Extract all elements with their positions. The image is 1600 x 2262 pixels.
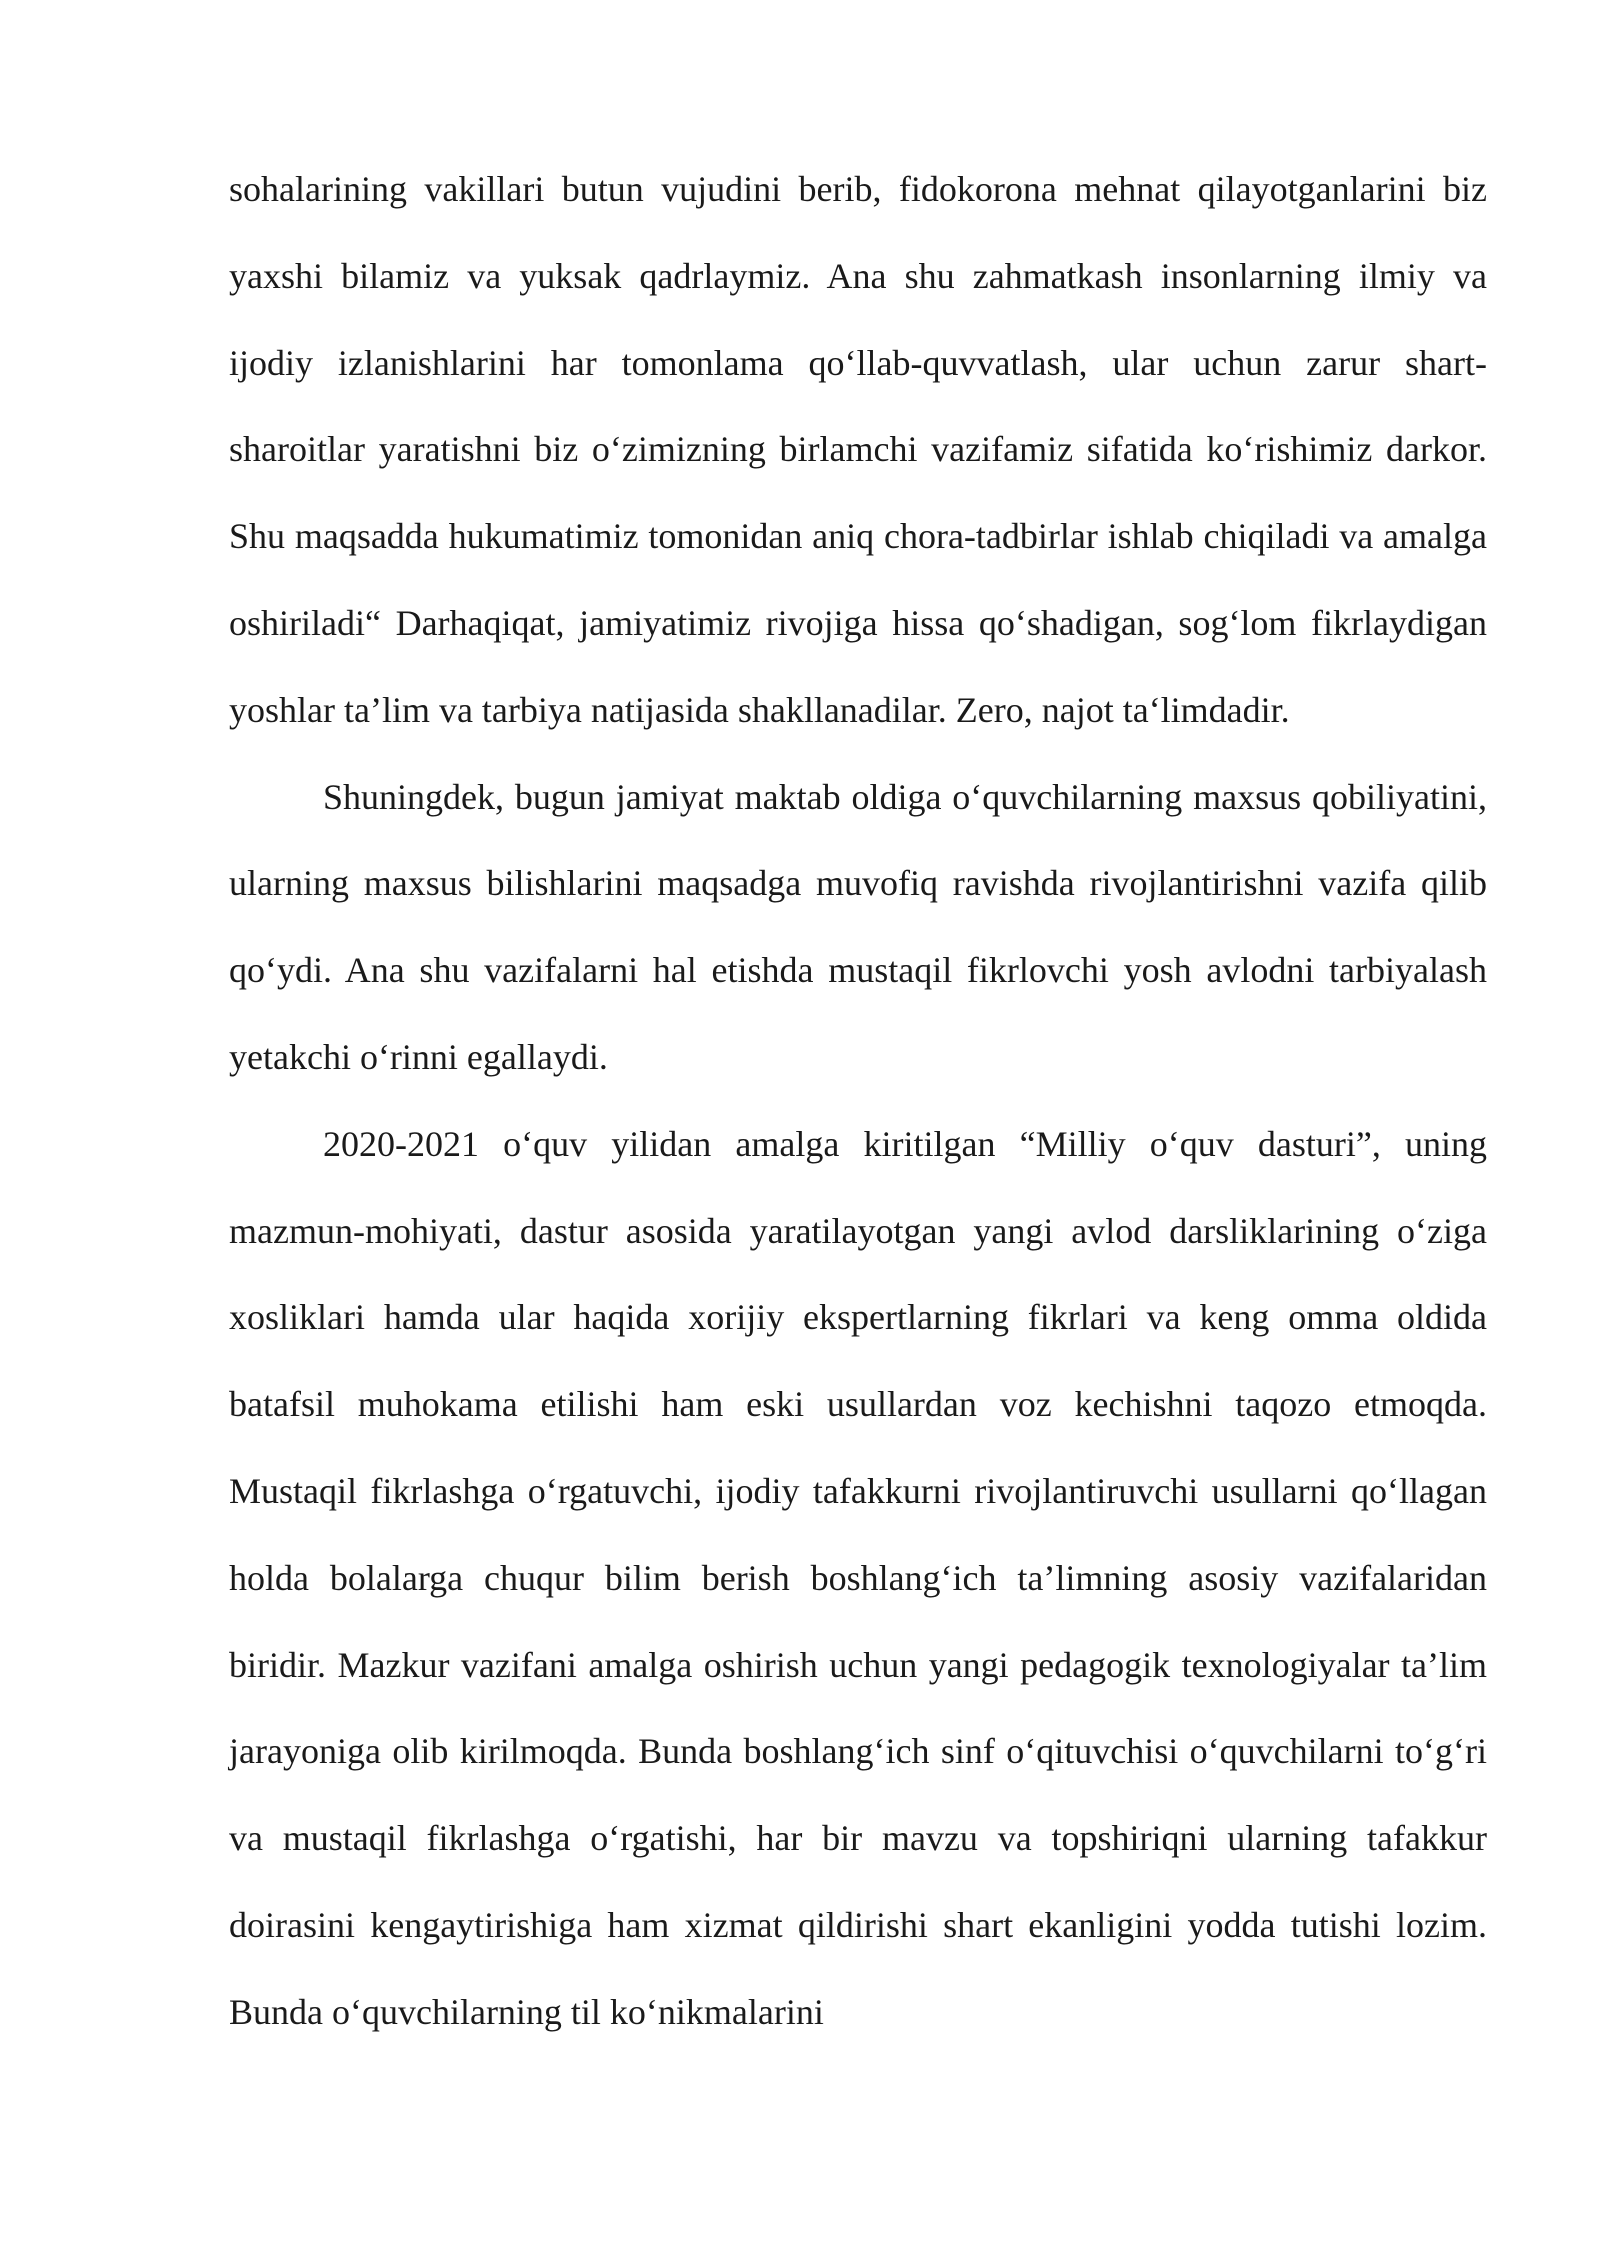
body-text bbox=[229, 146, 1487, 2056]
paragraph-continuation: sohalarining vakillari butun vujudini berib, fidokorona mehnat qilayotganlarini biz yaxshi bilamiz va yuksak qadrlaymiz. Ana shu zahmatkash insonlarning ilmiy va ijodiy izlanishlarini har tomonlama qo‘llab-quvvatlash, ular uchun zarur shart-sharoitlar yaratishni biz o‘zimizning birlamchi vazifamiz sifatida ko‘rishimiz darkor. Shu maqsadda hukumatimiz tomonidan aniq chora-tadbirlar ishlab chiqiladi va amalga oshiriladi“ Darhaqiqat, jamiyatimiz rivojiga hissa qo‘shadigan, sog‘lom fikrlaydigan yoshlar ta’lim va tarbiya natijasida shakllanadilar. Zero, najot ta‘limdadir. bbox=[229, 169, 1487, 730]
paragraph-school-tasks: Shuningdek, bugun jamiyat maktab oldiga o‘quvchilarning maxsus qobiliyatini, ularning maxsus bilishlarini maqsadga muvofiq ravishda rivojlantirishni vazifa qilib qo‘ydi. Ana shu vazifalarni hal etishda mustaqil fikrlovchi yosh avlodni tarbiyalash yetakchi o‘rinni egallaydi. bbox=[229, 776, 1487, 1077]
paragraph-national-curriculum: 2020-2021 o‘quv yilidan amalga kiritilgan “Milliy o‘quv dasturi”, uning mazmun-mohiyati, dastur asosida yaratilayotgan yangi avlod darsliklarining o‘ziga xosliklari hamda ular haqida xorijiy ekspertlarning fikrlari va keng omma oldida batafsil muhokama etilishi ham eski usullardan voz kechishni taqozo etmoqda. Mustaqil fikrlashga o‘rgatuvchi, ijodiy tafakkurni rivojlantiruvchi usullarni qo‘llagan holda bolalarga chuqur bilim berish boshlang‘ich ta’limning asosiy vazifalaridan biridir. Mazkur vazifani amalga oshirish uchun yangi pedagogik texnologiyalar ta’lim jarayoniga olib kirilmoqda. Bunda boshlang‘ich sinf o‘qituvchisi o‘quvchilarni to‘g‘ri va mustaqil fikrlashga o‘rgatishi, har bir mavzu va topshiriqni ularning tafakkur doirasini kengaytirishiga ham xizmat qildirishi shart ekanligini yodda tutishi lozim. Bunda o‘quvchilarning til ko‘nikmalarini bbox=[229, 1123, 1487, 2032]
